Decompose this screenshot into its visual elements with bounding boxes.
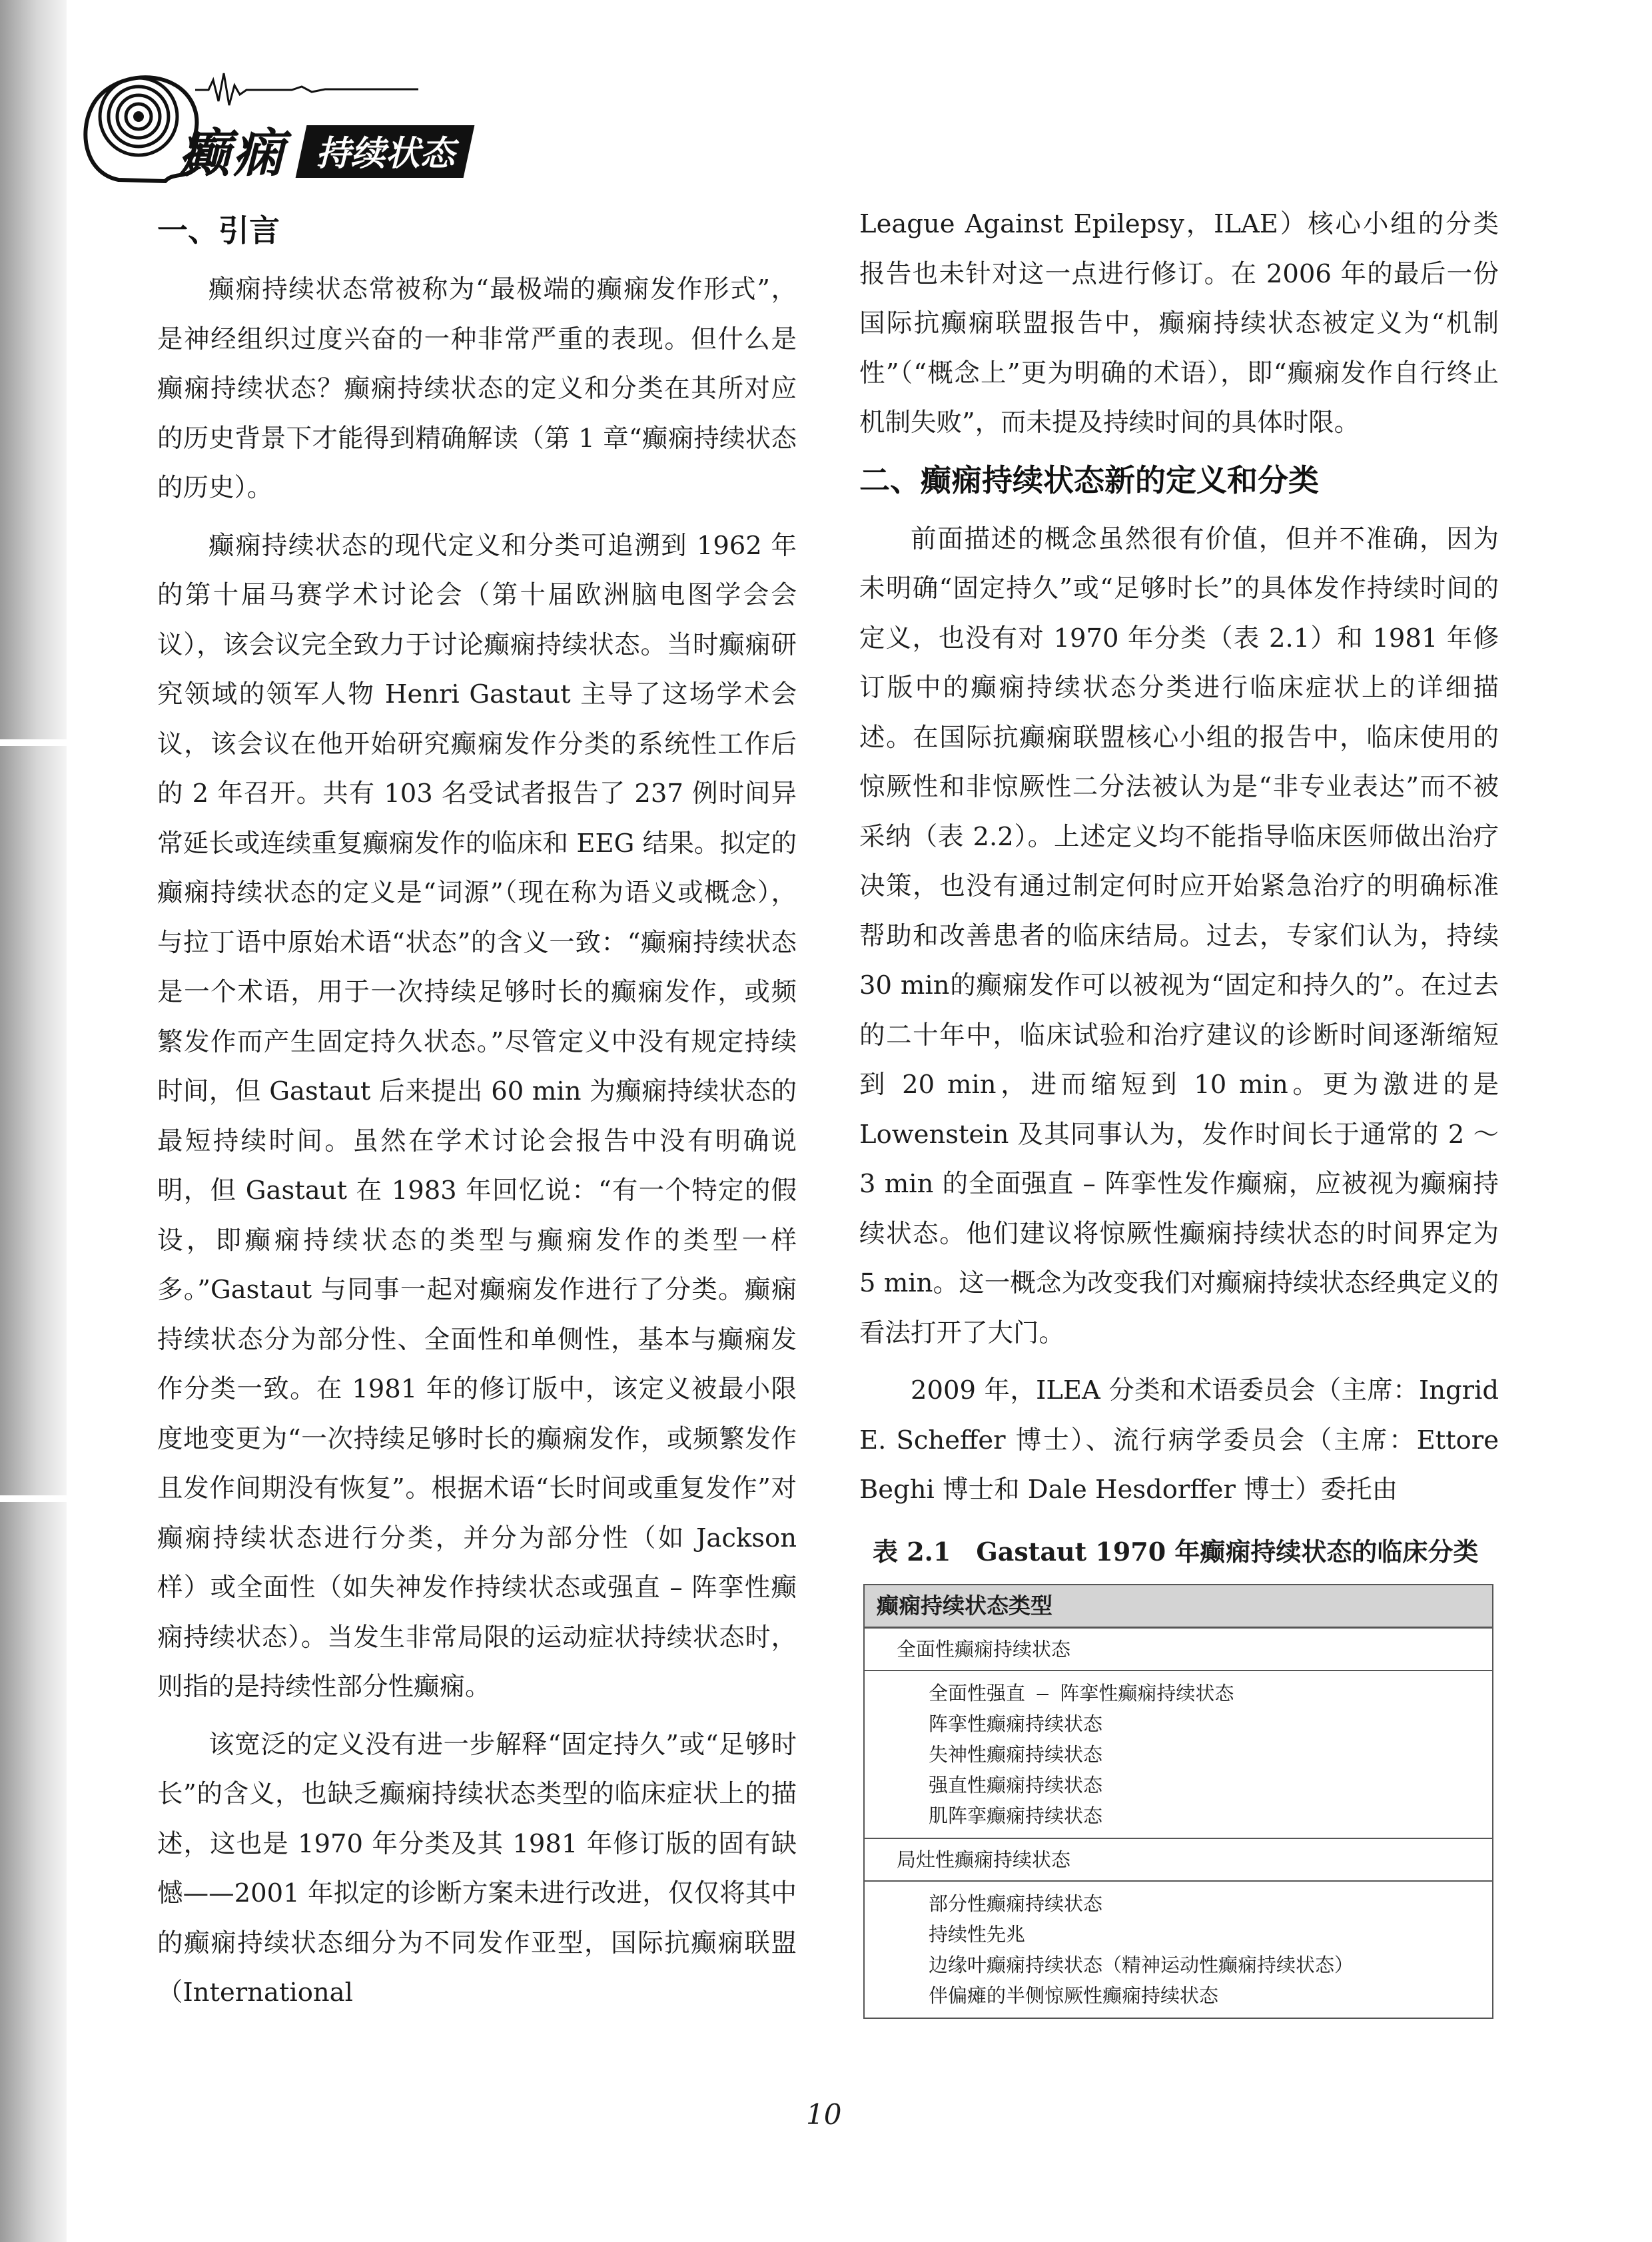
table-group-items xyxy=(864,1881,1493,2018)
table-header: 癫痫持续状态类型 xyxy=(864,1585,1493,1628)
table-group-label: 局灶性癫痫持续状态 xyxy=(864,1838,1493,1881)
table-item: 边缘叶癫痫持续状态（精神运动性癫痫持续状态） xyxy=(929,1953,1354,1976)
paragraph: 癫痫持续状态的现代定义和分类可追溯到 1962 年的第十届马赛学术讨论会（第十届欧洲脑电图学会会议），该会议完全致力于讨论癫痫持续状态。当时癫痫研究领域的领军人物 Henri Gastaut 主导了这场学术会议，该会议在他开始研究癫痫发作分类的系统性工作后的 2 年召开。共有 103 名受试者报告了 237 例时间异常延长或连续重复癫痫发作的临床和 EEG 结果。拟定的癫痫持续状态的定义是“词源”（现在称为语义或概念），与拉丁语中原始术语“状态”的含义一致：“癫痫持续状态是一个术语，用于一次持续足够时长的癫痫发作，或频繁发作而产生固定持久状态。”尽管定义中没有规定持续时间，但 Gastaut 后来提出 60 min 为癫痫持续状态的最短持续时间。虽然在学术讨论会报告中没有明确说明，但 Gastaut 在 1983 年回忆说：“有一个特定的假设，即癫痫持续状态的类型与癫痫发作的类型一样多。”Gastaut 与同事一起对癫痫发作进行了分类。癫痫持续状态分为部分性、全面性和单侧性，基本与癫痫发作分类一致。在 1981 年的修订版中，该定义被最小限度地变更为“一次持续足够时长的癫痫发作，或频繁发作且发作间期没有恢复”。根据术语“长时间或重复发作”对癫痫持续状态进行分类，并分为部分性（如 Jackson 样）或全面性（如失神发作持续状态或强直 – 阵挛性癫痫持续状态）。当发生非常局限的运动症状持续状态时，则指的是持续性部分性癫痫。 xyxy=(157,530,797,1702)
classification-table xyxy=(863,1584,1493,2019)
paragraph-continuation: League Against Epilepsy，ILAE）核心小组的分类报告也未针对这一点进行修订。在 2006 年的最后一份国际抗癫痫联盟报告中，癫痫持续状态被定义为“机制性”（“概念上”更为明确的术语），即“癫痫发作自行终止机制失败”，而未提及持续时间的具体时限。 xyxy=(859,209,1499,438)
paragraph: 前面描述的概念虽然很有价值，但并不准确，因为未明确“固定持久”或“足够时长”的具体发作持续时间的定义，也没有对 1970 年分类（表 2.1）和 1981 年修订版中的癫痫持续状态分类进行临床症状上的详细描述。在国际抗癫痫联盟核心小组的报告中，临床使用的惊厥性和非惊厥性二分法被认为是“非专业表达”而不被采纳（表 2.2）。上述定义均不能指导临床医师做出治疗决策，也没有通过制定何时应开始紧急治疗的明确标准帮助和改善患者的临床结局。过去，专家们认为，持续30 min的癫痫发作可以被视为“固定和持久的”。在过去的二十年中，临床试验和治疗建议的诊断时间逐渐缩短到 20 min，进而缩短到 10 min。更为激进的是 Lowenstein 及其同事认为，发作时间长于通常的 2 ～ 3 min 的全面强直 – 阵挛性发作癫痫，应被视为癫痫持续状态。他们建议将惊厥性癫痫持续状态的时间界定为 5 min。这一概念为改变我们对癫痫持续状态经典定义的看法打开了大门。 xyxy=(859,524,1499,1348)
table-item: 持续性先兆 xyxy=(929,1922,1026,1946)
table-group-items xyxy=(864,1671,1493,1838)
right-column xyxy=(859,200,1499,2019)
edge-mark xyxy=(0,739,67,746)
table-item: 强直性癫痫持续状态 xyxy=(929,1773,1103,1796)
edge-mark xyxy=(0,1495,67,1502)
paragraph: 该宽泛的定义没有进一步解释“固定持久”或“足够时长”的含义，也缺乏癫痫持续状态类型的临床症状上的描述，这也是 1970 年分类及其 1981 年修订版的固有缺憾——2001 年拟定的诊断方案未进行改进，仅仅将其中的癫痫持续状态细分为不同发作亚型，国际抗癫痫联盟（International xyxy=(157,1729,797,2008)
table-item: 肌阵挛癫痫持续状态 xyxy=(929,1804,1103,1827)
table-item: 失神性癫痫持续状态 xyxy=(929,1742,1103,1766)
page-edge-shadow xyxy=(0,0,67,2242)
table-item: 全面性强直 – 阵挛性癫痫持续状态 xyxy=(929,1681,1234,1704)
header-subtitle: 持续状态 xyxy=(296,125,475,178)
left-column xyxy=(157,200,797,2026)
table-caption: 表 2.1 Gastaut 1970 年癫痫持续状态的临床分类 xyxy=(873,1536,1479,1567)
table-item: 部分性癫痫持续状态 xyxy=(929,1892,1103,1915)
section-heading-definition: 二、癫痫持续状态新的定义和分类 xyxy=(859,462,1319,498)
header-title: 癫痫 xyxy=(179,124,286,184)
section-heading-intro: 一、引言 xyxy=(157,212,280,248)
table-item: 伴偏瘫的半侧惊厥性癫痫持续状态 xyxy=(929,1984,1219,2007)
table-item: 阵挛性癫痫持续状态 xyxy=(929,1712,1103,1735)
table-group-label: 全面性癫痫持续状态 xyxy=(864,1627,1493,1671)
paragraph: 2009 年，ILEA 分类和术语委员会（主席：Ingrid E. Scheffer 博士）、流行病学委员会（主席：Ettore Beghi 博士和 Dale Hesdorffer 博士）委托由 xyxy=(859,1375,1499,1505)
paragraph: 癫痫持续状态常被称为“最极端的癫痫发作形式”，是神经组织过度兴奋的一种非常严重的表现。但什么是癫痫持续状态？癫痫持续状态的定义和分类在其所对应的历史背景下才能得到精确解读（第 1 章“癫痫持续状态的历史）。 xyxy=(157,274,797,503)
page-number: 10 xyxy=(806,2098,842,2131)
